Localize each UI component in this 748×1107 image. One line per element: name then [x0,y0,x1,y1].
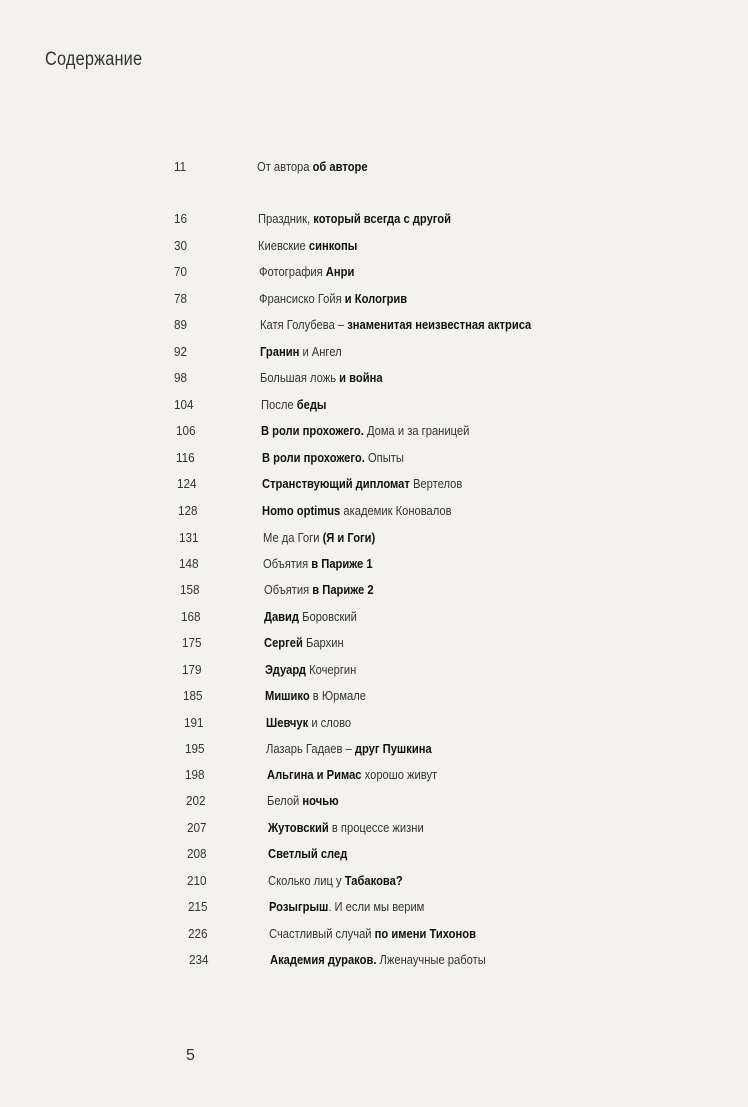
toc-entry [0,291,748,311]
toc-entry [0,370,748,390]
toc-title-bold: Альгина и Римас [267,767,362,782]
toc-title-regular: Опыты [364,450,404,465]
toc-entry [0,530,748,550]
toc-title-regular: Большая ложь [260,370,340,385]
page-heading: Содержание [45,49,143,70]
toc-entry [0,688,748,708]
toc-page-number: 148 [179,556,199,571]
toc-entry [0,873,748,893]
toc-title [260,370,383,385]
toc-page-number: 89 [174,317,188,332]
toc-title-regular: Вертелов [409,476,463,491]
toc-entry [0,741,748,761]
toc-title-regular: После [261,397,297,412]
toc-page-number: 11 [174,159,187,174]
toc-title-regular: хорошо живут [361,767,438,782]
toc-page-number: 198 [185,767,205,782]
toc-entry [0,715,748,735]
toc-title [261,423,469,438]
toc-entry [0,556,748,576]
toc-page-number: 98 [174,370,188,385]
toc-title-regular: Киевские [258,238,309,253]
toc-page-number: 92 [174,344,188,359]
toc-title [259,264,354,279]
toc-title [265,688,366,703]
toc-page-number: 207 [187,820,207,835]
toc-title [262,503,452,518]
toc-title [263,556,373,571]
toc-title [261,397,326,412]
toc-title-regular: Объятия [264,582,313,597]
toc-title-bold: Анри [325,264,355,279]
page-number: 5 [186,1047,195,1064]
toc-entry [0,846,748,866]
toc-title-regular: Объятия [263,556,312,571]
toc-title-bold: Странствующий дипломат [262,476,410,491]
toc-page-number: 78 [174,291,188,306]
toc-title-bold: друг Пушкина [354,741,432,756]
toc-entry [0,609,748,629]
toc-page-number: 131 [179,530,199,545]
toc-page-number: 234 [189,952,209,967]
toc-title [257,159,368,174]
toc-title [265,662,356,677]
toc-title-bold: Гранин [260,344,300,359]
toc-entry [0,344,748,364]
toc-entry [0,503,748,523]
toc-title-bold: Светлый след [268,846,348,861]
toc-title-bold: и Кологрив [344,291,408,306]
toc-entry [0,926,748,946]
toc-entry [0,211,748,231]
toc-title-regular: в процессе жизни [328,820,424,835]
toc-title-regular: Лазарь Гадаев – [266,741,355,756]
toc-title [264,635,344,650]
toc-title-bold: в Париже 2 [312,582,374,597]
toc-entry [0,264,748,284]
toc-title [264,582,374,597]
toc-entry [0,397,748,417]
toc-title-bold: синкопы [308,238,358,253]
toc-title [268,873,403,888]
toc-title-bold: по имени Тихонов [374,926,476,941]
toc-entry [0,793,748,813]
toc-title [259,291,407,306]
toc-title-bold: В роли прохожего. [261,423,364,438]
toc-title [262,450,404,465]
toc-title-bold: ночью [302,793,339,808]
toc-title [269,899,424,914]
toc-title [266,741,432,756]
toc-title-bold: Табакова? [344,873,403,888]
toc-title-regular: Фотография [259,264,326,279]
toc-title-bold: (Я и Гоги) [322,530,376,545]
toc-entry [0,476,748,496]
toc-entry [0,899,748,919]
toc-entry [0,820,748,840]
toc-title-regular: . И если мы верим [328,899,425,914]
toc-page-number: 226 [188,926,208,941]
toc-page-number: 191 [184,715,204,730]
toc-title-bold: в Париже 1 [311,556,373,571]
toc-entry [0,159,748,179]
toc-title-bold: Сергей [264,635,303,650]
toc-title [258,211,451,226]
toc-page-number: 175 [182,635,202,650]
toc-title-bold: об авторе [312,159,368,174]
toc-entry [0,662,748,682]
toc-title-bold: Академия дураков. [270,952,377,967]
toc-title-bold: знаменитая неизвестная актриса [347,317,532,332]
toc-title-regular: Белой [267,793,303,808]
toc-title-regular: Счастливый случай [269,926,375,941]
toc-page-number: 168 [181,609,201,624]
toc-title [260,344,342,359]
toc-title-regular: Боровский [299,609,357,624]
toc-title [268,846,347,861]
toc-title [270,952,486,967]
toc-title-regular: и слово [308,715,352,730]
toc-title-bold: Мишико [265,688,310,703]
toc-title-bold: В роли прохожего. [262,450,365,465]
toc-page-number: 70 [174,264,188,279]
toc-title-regular: Ме да Гоги [263,530,323,545]
toc-entry [0,767,748,787]
toc-title-regular: Франсиско Гойя [259,291,345,306]
toc-page-number: 124 [177,476,197,491]
toc-page-number: 215 [188,899,208,914]
toc-title [258,238,357,253]
toc-title-bold: и война [339,370,383,385]
toc-title-regular: академик Коновалов [340,503,452,518]
toc-title-bold: Давид [264,609,300,624]
toc-title [268,820,424,835]
toc-title [269,926,476,941]
toc-page-number: 208 [187,846,207,861]
toc-page-number: 179 [182,662,202,677]
toc-title-regular: Сколько лиц у [268,873,345,888]
toc-page-number: 185 [183,688,203,703]
toc-page-number: 210 [187,873,207,888]
toc-page-number: 195 [185,741,205,756]
toc-title-regular: От автора [257,159,313,174]
toc-page-number: 202 [186,793,206,808]
toc-page-number: 30 [174,238,188,253]
toc-title-bold: Homo optimus [262,503,341,518]
toc-title-regular: и Ангел [299,344,342,359]
toc-title [267,793,339,808]
toc-title [264,609,357,624]
toc-title-bold: который всегда с другой [313,211,452,226]
toc-title-regular: Дома и за границей [363,423,470,438]
toc-entry [0,423,748,443]
toc-title-regular: Катя Голубева – [260,317,348,332]
toc-title [267,767,437,782]
toc-entry [0,317,748,337]
toc-entry [0,952,748,972]
toc-entry [0,635,748,655]
toc-entry [0,450,748,470]
toc-entry [0,238,748,258]
toc-title-regular: в Юрмале [309,688,366,703]
toc-page-number: 104 [174,397,194,412]
toc-entry [0,582,748,602]
toc-title [263,530,375,545]
toc-page-number: 158 [180,582,200,597]
toc-title-regular: Лженаучные работы [376,952,486,967]
toc-title [262,476,462,491]
toc-title-regular: Кочергин [305,662,357,677]
toc-page-number: 16 [174,211,188,226]
toc-title [260,317,531,332]
toc-page-number: 106 [176,423,196,438]
toc-title-regular: Праздник, [258,211,314,226]
toc-page-number: 116 [176,450,195,465]
toc-title-bold: Шевчук [266,715,309,730]
toc-title-regular: Бархин [302,635,344,650]
toc-title-bold: беды [296,397,327,412]
toc-title [266,715,351,730]
toc-page-number: 128 [178,503,198,518]
toc-title-bold: Розыгрыш [269,899,329,914]
toc-title-bold: Жутовский [268,820,329,835]
toc-title-bold: Эдуард [265,662,306,677]
